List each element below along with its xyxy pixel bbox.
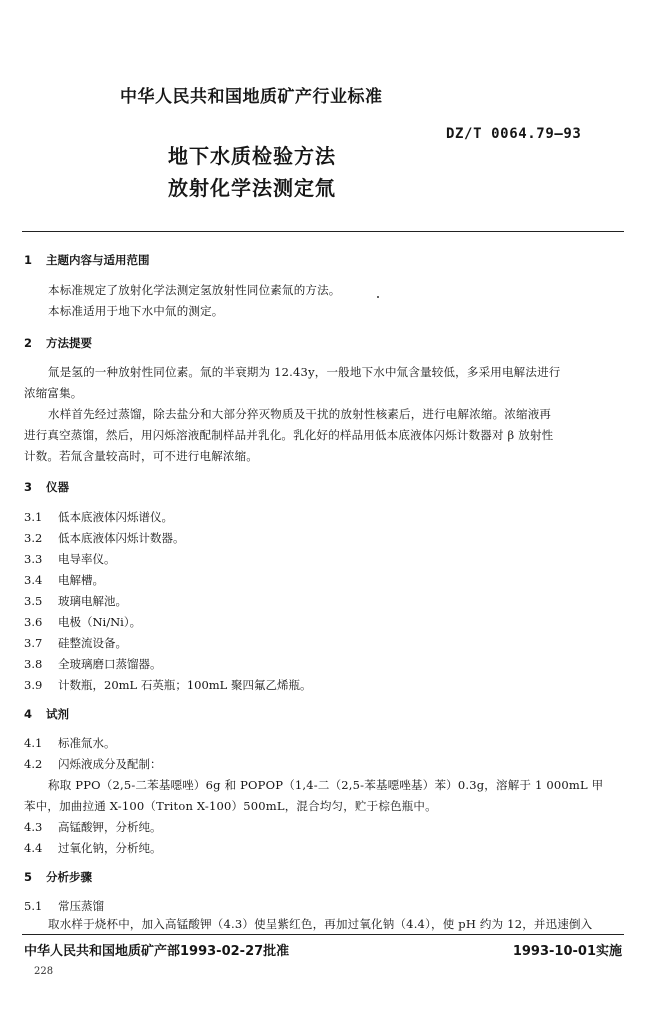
section-1-paragraph-1: 本标准规定了放射化学法测定氢放射性同位素氚的方法。 [48,283,341,297]
document-title-line-2: 放射化学法测定氚 [168,176,336,200]
section-2-paragraph-2-line-1: 水样首先经过蒸馏，除去盐分和大部分猝灭物质及干扰的放射性核素后，进行电解浓缩。浓缩液再 [48,407,552,421]
section-2-heading: 2 方法提要 [24,336,92,350]
section-5-heading: 5 分析步骤 [24,870,92,884]
section-1-paragraph-2: 本标准适用于地下水中氚的测定。 [48,304,224,318]
section-2-paragraph-2-line-3: 计数。若氚含量较高时，可不进行电解浓缩。 [24,449,258,463]
list-item: 3.1 低本底液体闪烁谱仪。 [24,510,173,524]
section-4-paragraph-line-1: 称取 PPO（2,5-二苯基噁唑）6g 和 POPOP（1,4-二（2,5-苯基噁唑基）苯）0.3g，溶解于 1 000mL 甲 [48,778,604,792]
standard-code: DZ/T 0064.79—93 [446,126,582,142]
document-title-line-1: 地下水质检验方法 [168,144,336,168]
section-3-heading: 3 仪器 [24,480,69,494]
footer-divider [22,934,624,935]
list-item: 5.1 常压蒸馏 [24,899,104,913]
section-2-paragraph-1-line-1: 氚是氢的一种放射性同位素。氚的半衰期为 12.43y，一般地下水中氚含量较低，多采用电解法进行 [48,365,561,379]
list-item: 4.3 高锰酸钾，分析纯。 [24,820,162,834]
list-item: 4.4 过氧化钠，分析纯。 [24,841,162,855]
list-item: 3.3 电导率仪。 [24,552,116,566]
list-item: 4.2 闪烁液成分及配制： [24,757,162,771]
implementation-date: 1993-10-01实施 [512,944,622,959]
issuing-organization: 中华人民共和国地质矿产行业标准 [120,87,383,107]
section-2-paragraph-2-line-2: 进行真空蒸馏，然后，用闪烁溶液配制样品并乳化。乳化好的样品用低本底液体闪烁计数器对 β 放射性 [24,428,554,442]
list-item: 3.9 计数瓶，20mL 石英瓶；100mL 聚四氟乙烯瓶。 [24,678,312,692]
approval-statement: 中华人民共和国地质矿产部1993-02-27批准 [24,944,290,959]
page-number: 228 [34,966,54,977]
list-item: 3.6 电极（Ni/Ni）。 [24,615,142,629]
list-item: 3.2 低本底液体闪烁计数器。 [24,531,185,545]
section-1-heading: 1 主题内容与适用范围 [24,253,150,267]
section-2-paragraph-1-line-2: 浓缩富集。 [24,386,83,400]
section-4-paragraph-line-2: 苯中，加曲拉通 X-100（Triton X-100）500mL，混合均匀，贮于棕色瓶中。 [24,799,437,813]
list-item: 4.1 标准氚水。 [24,736,116,750]
list-item: 3.5 玻璃电解池。 [24,594,127,608]
header-divider [22,231,624,232]
list-item: 3.8 全玻璃磨口蒸馏器。 [24,657,162,671]
list-item: 3.4 电解槽。 [24,573,104,587]
section-4-heading: 4 试剂 [24,707,69,721]
speck-mark [377,296,379,298]
section-5-paragraph-line-1: 取水样于烧杯中，加入高锰酸钾（4.3）使呈紫红色，再加过氧化钠（4.4），使 pH 约为 12，并迅速倒入 [48,917,593,931]
list-item: 3.7 硅整流设备。 [24,636,127,650]
